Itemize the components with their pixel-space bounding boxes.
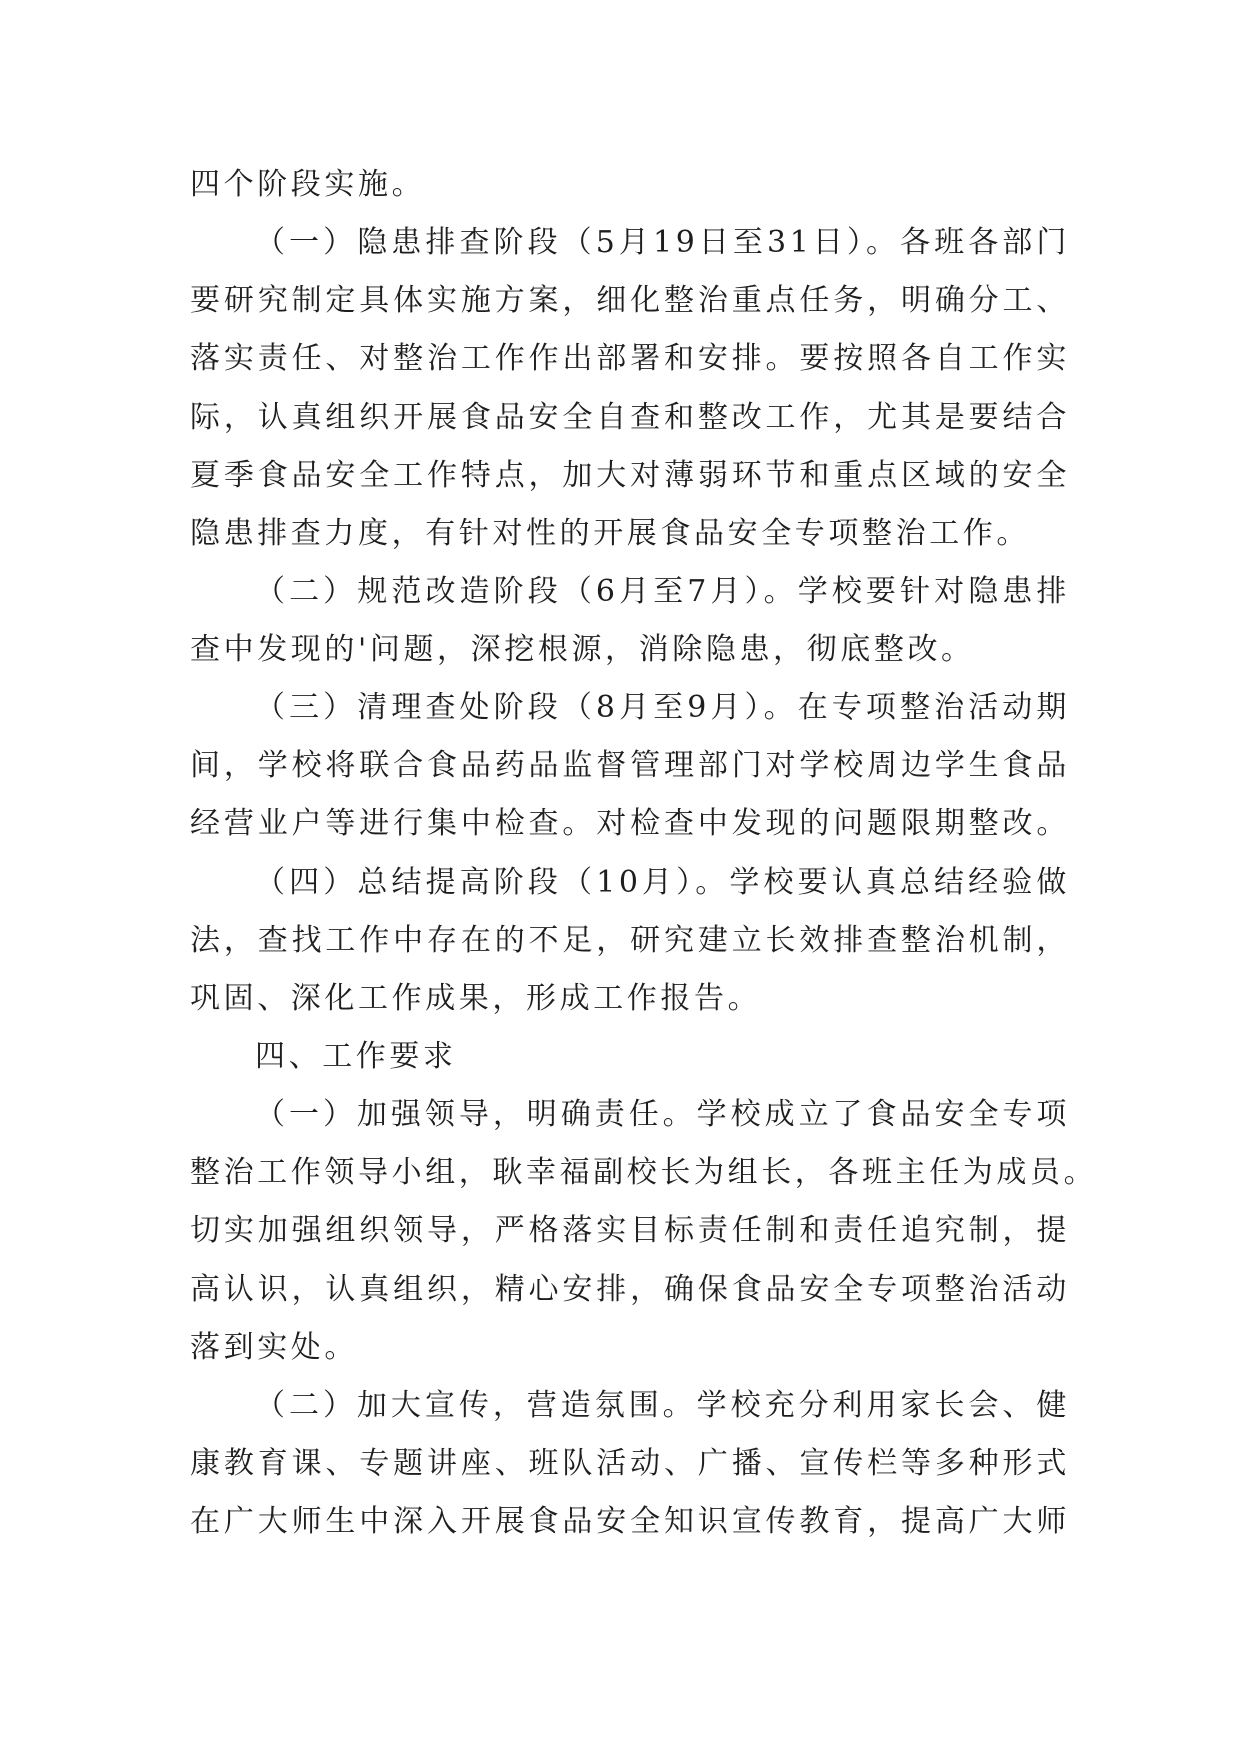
text-line-1: 四个阶段实施。 (190, 167, 426, 202)
text-line-23: 康教育课、专题讲座、班队活动、广播、宣传栏等多种形式 (190, 1446, 1070, 1481)
text-line-15: 巩固、深化工作成果，形成工作报告。 (190, 981, 762, 1016)
text-line-14: 法，查找工作中存在的不足，研究建立长效排查整治机制， (190, 923, 1070, 958)
text-line-22: （二）加大宣传，营造氛围。学校充分利用家长会、健 (255, 1388, 1070, 1423)
text-line-18: 整治工作领导小组，耿幸福副校长为组长，各班主任为成员。 (190, 1155, 1098, 1190)
text-line-24: 在广大师生中深入开展食品安全知识宣传教育，提高广大师 (190, 1504, 1070, 1539)
text-line-2: （一）隐患排查阶段（5月19日至31日）。各班各部门 (255, 225, 1070, 260)
text-line-13: （四）总结提高阶段（10月）。学校要认真总结经验做 (255, 865, 1070, 900)
text-line-7: 隐患排查力度，有针对性的开展食品安全专项整治工作。 (190, 516, 1030, 551)
text-line-8: （二）规范改造阶段（6月至7月）。学校要针对隐患排 (255, 574, 1070, 609)
text-line-5: 际，认真组织开展食品安全自查和整改工作，尤其是要结合 (190, 400, 1070, 435)
text-line-12: 经营业户等进行集中检查。对检查中发现的问题限期整改。 (190, 806, 1070, 841)
text-line-19: 切实加强组织领导，严格落实目标责任制和责任追究制，提 (190, 1213, 1070, 1248)
text-line-11: 间，学校将联合食品药品监督管理部门对学校周边学生食品 (190, 748, 1070, 783)
text-line-9: 查中发现的'问题，深挖根源，消除隐患，彻底整改。 (190, 632, 975, 667)
text-line-17: （一）加强领导，明确责任。学校成立了食品安全专项 (255, 1097, 1070, 1132)
text-line-4: 落实责任、对整治工作作出部署和安排。要按照各自工作实 (190, 341, 1070, 376)
section-heading: 四、工作要求 (255, 1039, 457, 1074)
text-line-20: 高认识，认真组织，精心安排，确保食品安全专项整治活动 (190, 1272, 1070, 1307)
text-line-10: （三）清理查处阶段（8月至9月）。在专项整治活动期 (255, 690, 1070, 725)
text-line-6: 夏季食品安全工作特点，加大对薄弱环节和重点区域的安全 (190, 458, 1070, 493)
text-line-21: 落到实处。 (190, 1330, 358, 1365)
text-line-3: 要研究制定具体实施方案，细化整治重点任务，明确分工、 (190, 283, 1070, 318)
